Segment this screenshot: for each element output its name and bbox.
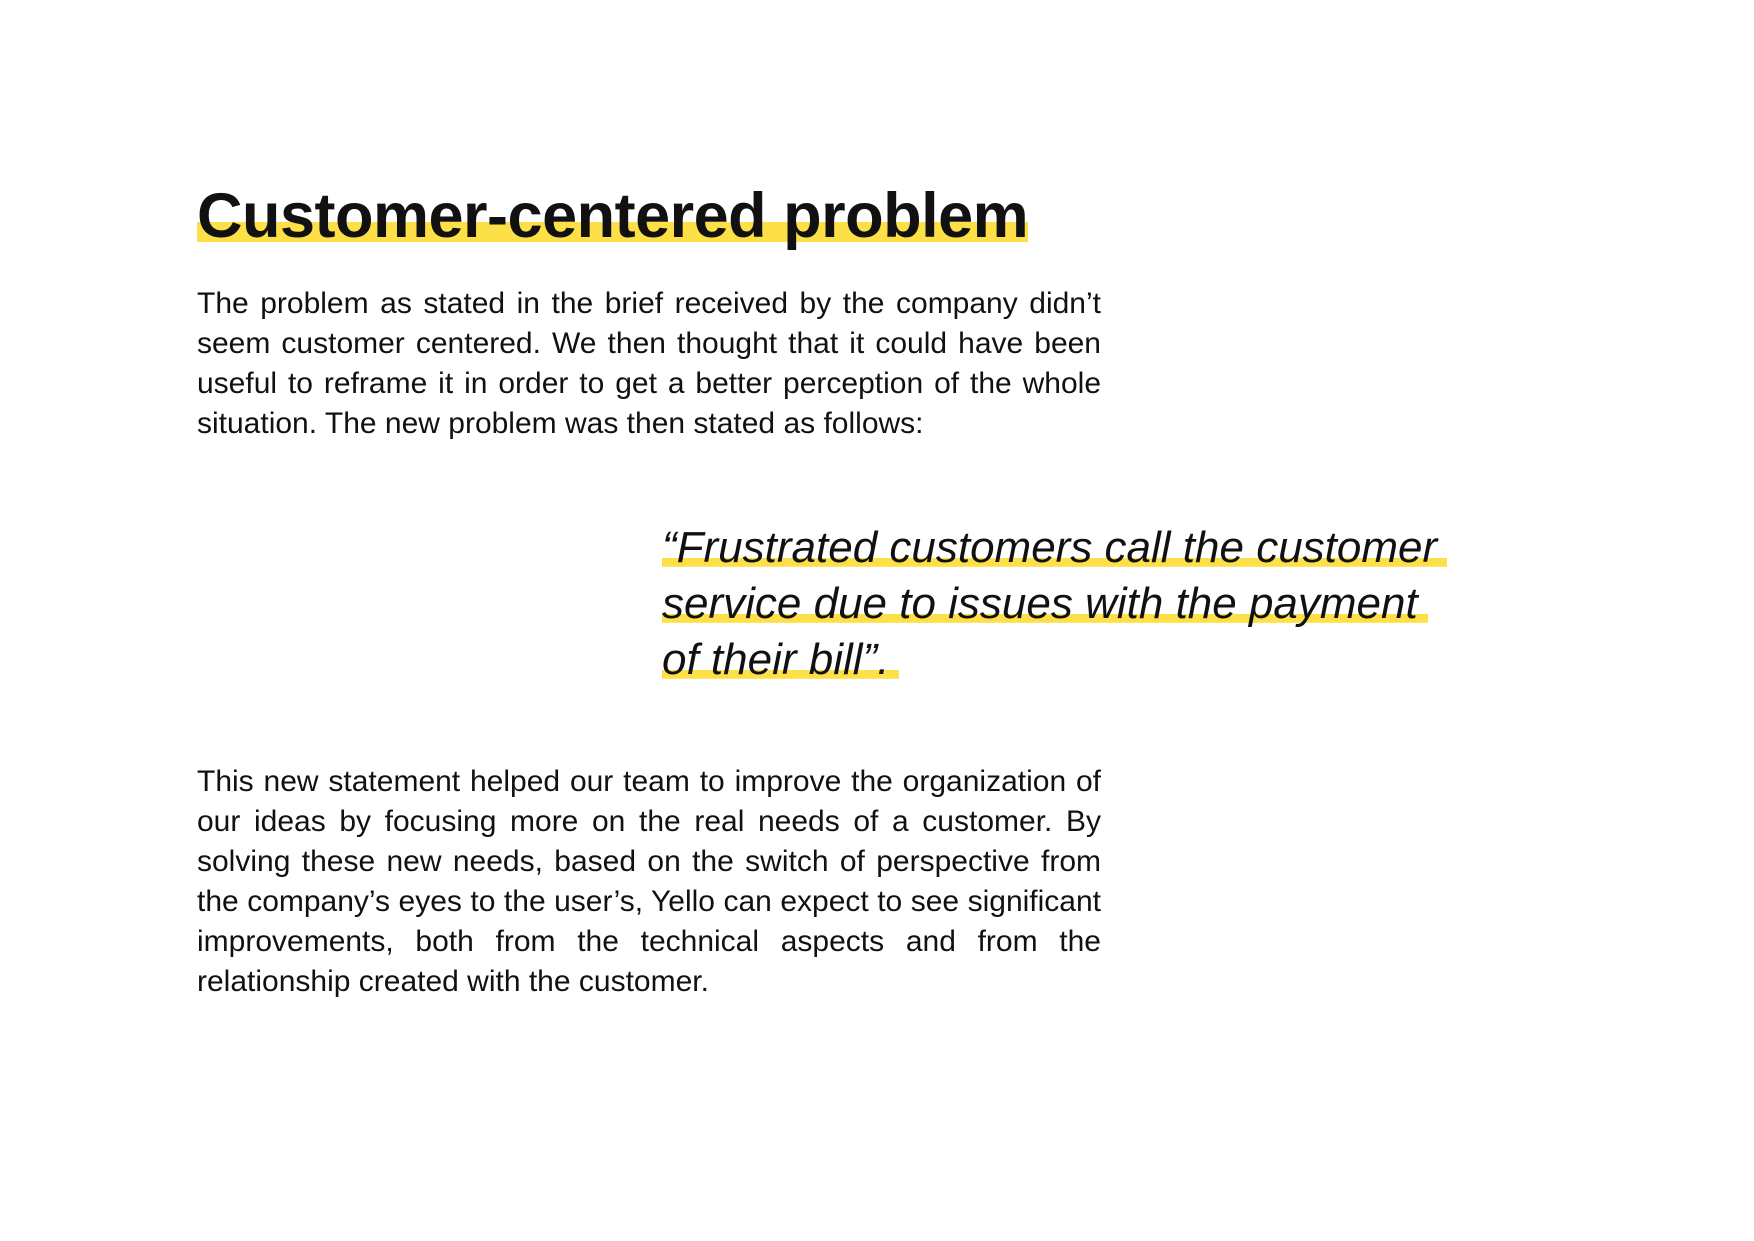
quote-line-2-text: service due to issues with the payment (662, 579, 1428, 628)
quote-line-1 (662, 520, 1447, 576)
quote-line-1-text: “Frustrated customers call the customer (662, 523, 1447, 572)
quote-line-2 (662, 576, 1447, 632)
quote-line-3 (662, 632, 1447, 688)
conclusion-paragraph: This new statement helped our team to improve the organization of our ideas by focusing more on the real needs of a customer. By solving these new needs, based on the switch of perspective from the company’s eyes to the user’s, Yello can expect to see significant improvements, both from the technical aspects and from the relationship created with the customer. (197, 765, 1101, 998)
problem-statement-quote (662, 520, 1447, 688)
page-title (197, 176, 1028, 256)
quote-line-3-text: of their bill”. (662, 635, 899, 684)
title-highlight: Customer-centered problem (197, 181, 1029, 251)
intro-paragraph: The problem as stated in the brief received by the company didn’t seem customer centered. We then thought that it could have been useful to reframe it in order to get a better perception of the whole situation. The new problem was then stated as follows: (197, 287, 1101, 440)
